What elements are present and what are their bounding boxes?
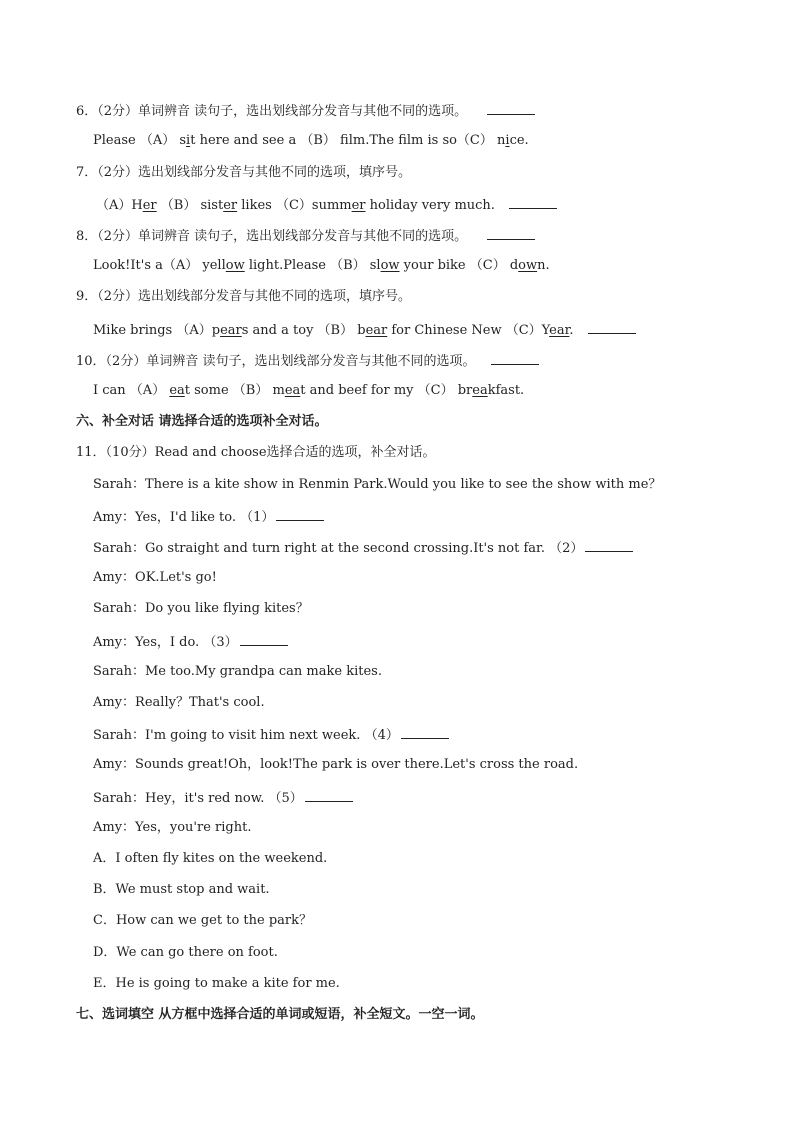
dialogue-line: Sarah：I'm going to visit him next week. （4） <box>93 725 449 745</box>
dialogue-line: Sarah：There is a kite show in Renmin Park.Would you like to see the show with me？ <box>93 477 662 492</box>
dialogue-line: Sarah：Hey，it's red now. （5） <box>93 788 353 808</box>
question-9-sentence: Mike brings （A）pears and a toy （B） bear for Chinese New （C）Year. <box>93 320 636 340</box>
dialogue-line: Amy：Really？That's cool. <box>93 695 265 710</box>
answer-blank[interactable] <box>401 725 449 739</box>
dialogue-line: Sarah：Do you like flying kites？ <box>93 601 309 616</box>
question-6-prompt: 6．（2分）单词辨音 读句子，选出划线部分发音与其他不同的选项。 <box>76 101 535 121</box>
answer-blank[interactable] <box>491 351 539 365</box>
dialogue-line: Amy：Yes，I do. （3） <box>93 632 288 652</box>
answer-blank[interactable] <box>240 632 288 646</box>
option-d: D．We can go there on foot. <box>93 945 278 960</box>
section-6-heading: 六、补全对话 请选择合适的选项补全对话。 <box>76 414 328 429</box>
answer-blank[interactable] <box>487 226 535 240</box>
question-7-prompt: 7．（2分）选出划线部分发音与其他不同的选项，填序号。 <box>76 165 412 180</box>
question-9-prompt: 9．（2分）选出划线部分发音与其他不同的选项，填序号。 <box>76 289 412 304</box>
option-c: C．How can we get to the park？ <box>93 913 313 928</box>
option-a: A．I often fly kites on the weekend. <box>93 851 328 866</box>
option-e: E．He is going to make a kite for me. <box>93 976 340 991</box>
answer-blank[interactable] <box>588 320 636 334</box>
dialogue-line: Amy：OK.Let's go! <box>93 570 217 585</box>
question-8-prompt: 8．（2分）单词辨音 读句子，选出划线部分发音与其他不同的选项。 <box>76 226 535 246</box>
question-10-prompt: 10．（2分）单词辨音 读句子，选出划线部分发音与其他不同的选项。 <box>76 351 539 371</box>
dialogue-line: Amy：Sounds great!Oh，look!The park is over there.Let's cross the road. <box>93 757 579 772</box>
dialogue-line: Amy：Yes，you're right. <box>93 820 252 835</box>
option-b: B．We must stop and wait. <box>93 882 270 897</box>
answer-blank[interactable] <box>585 538 633 552</box>
dialogue-line: Sarah：Me too.My grandpa can make kites. <box>93 664 382 679</box>
answer-blank[interactable] <box>305 788 353 802</box>
dialogue-line: Sarah：Go straight and turn right at the second crossing.It's not far. （2） <box>93 538 633 558</box>
question-7-sentence: （A）Her （B） sister likes （C）summer holiday very much. <box>96 195 557 215</box>
question-11-prompt: 11．（10分）Read and choose选择合适的选项，补全对话。 <box>76 445 436 460</box>
answer-blank[interactable] <box>487 101 535 115</box>
answer-blank[interactable] <box>276 507 324 521</box>
question-10-sentence: I can （A） eat some （B） meat and beef for my （C） breakfast. <box>93 383 525 398</box>
question-8-sentence: Look!It's a（A） yellow light.Please （B） slow your bike （C） down. <box>93 258 550 273</box>
dialogue-line: Amy：Yes，I'd like to. （1） <box>93 507 324 527</box>
answer-blank[interactable] <box>509 195 557 209</box>
question-6-sentence: Please （A） sit here and see a （B） flm.The film is so（C） nice. <box>93 133 529 148</box>
section-7-heading: 七、选词填空 从方框中选择合适的单词或短语，补全短文。一空一词。 <box>76 1007 484 1022</box>
